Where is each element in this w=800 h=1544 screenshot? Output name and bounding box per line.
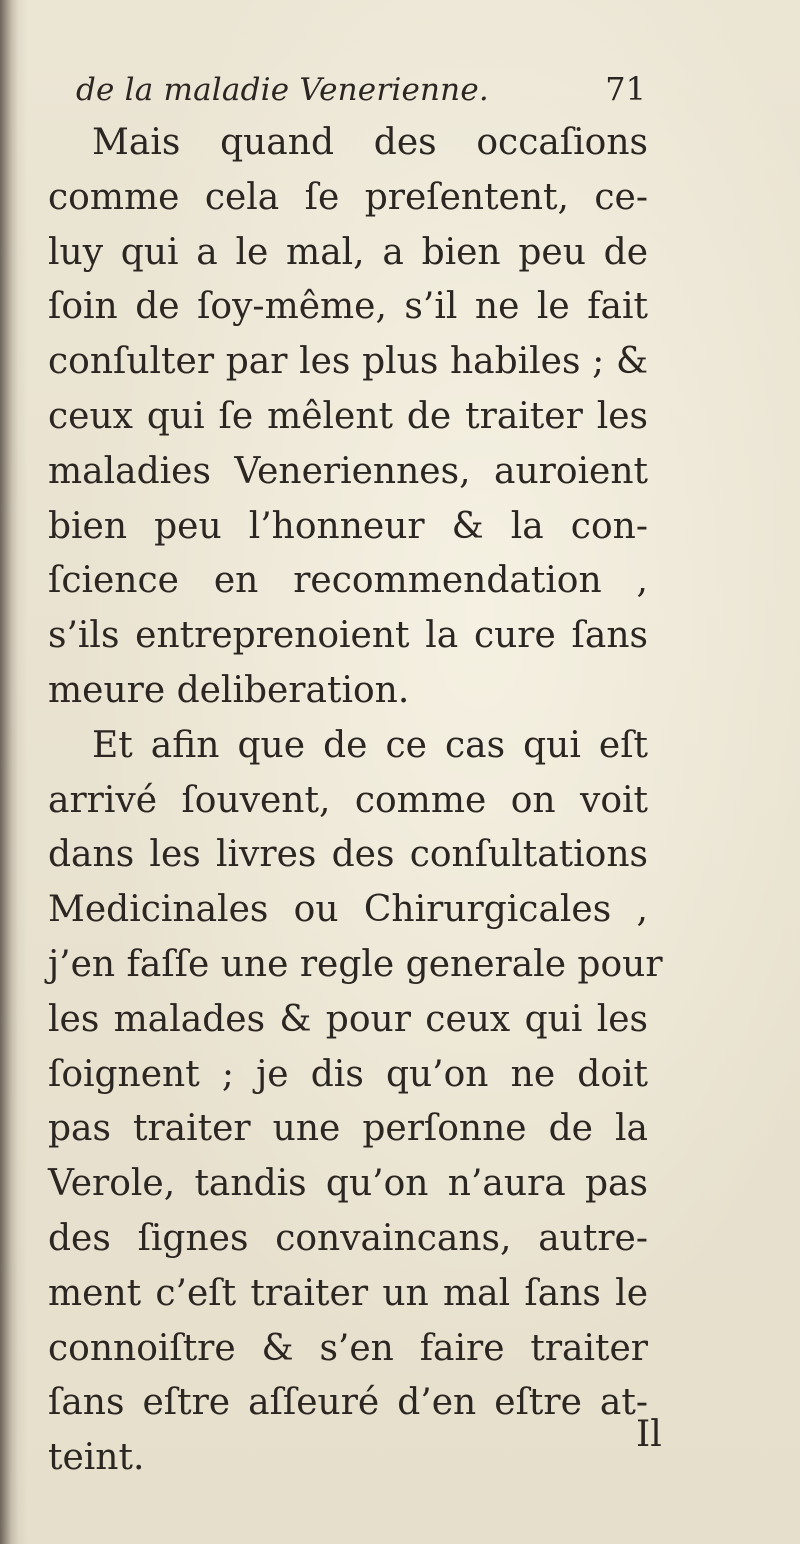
text-line: dans les livres des conſultations (48, 834, 648, 876)
text-line: maladies Veneriennes, auroient (48, 450, 648, 492)
text-line: ſans eſtre aſſeuré d’en eſtre at- (48, 1382, 648, 1424)
text-line: ſoignent ; je dis qu’on ne doit (48, 1053, 648, 1095)
text-line: connoiſtre & s’en faire traiter (48, 1327, 648, 1369)
text-line: Et afin que de ce cas qui eſt (92, 724, 648, 766)
text-line: luy qui a le mal, a bien peu de (48, 231, 648, 273)
running-title: de la maladie Venerienne. (76, 72, 489, 108)
text-line: ment c’eſt traiter un mal ſans le (48, 1272, 648, 1314)
text-line: des ſignes convaincans, autre- (48, 1217, 648, 1259)
text-line: teint. (48, 1437, 145, 1479)
text-line: les malades & pour ceux qui les (48, 998, 648, 1040)
text-line: j’en faſſe une regle generale pour (48, 943, 663, 985)
page-number: 71 (605, 70, 646, 108)
text-line: comme cela ſe preſentent, ce- (48, 176, 648, 218)
body-text (48, 116, 663, 1486)
text-line: s’ils entreprenoient la cure ſans (48, 615, 648, 657)
text-line: Medicinales ou Chirurgicales , (48, 889, 648, 931)
text-line: meure deliberation. (48, 669, 410, 711)
text-line: ſoin de ſoy-même, s’il ne le fait (48, 286, 648, 328)
binding-gutter (0, 0, 18, 1544)
text-line: Mais quand des occaſions (92, 122, 648, 163)
text-line: Verole, tandis qu’on n’aura pas (48, 1163, 648, 1205)
text-line: conſulter par les plus habiles ; & (48, 341, 648, 383)
text-line: bien peu l’honneur & la con- (48, 505, 648, 547)
text-line: pas traiter une perſonne de la (48, 1108, 648, 1150)
page-header (76, 66, 646, 118)
text-line: arrivé ſouvent, comme on voit (48, 779, 648, 821)
catchword: Il (636, 1414, 662, 1455)
text-line: ceux qui ſe mêlent de traiter les (48, 395, 648, 437)
text-line: ſcience en recommendation , (48, 560, 648, 602)
